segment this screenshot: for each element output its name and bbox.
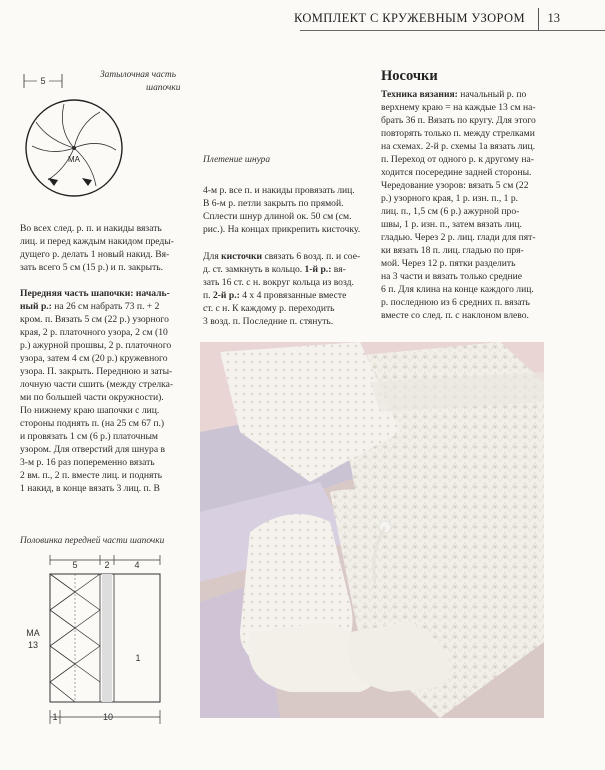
text-line: дущего р. делать 1 новый накид. Вя- — [20, 249, 170, 260]
text-line: зать всего 5 см (15 р.) и п. закрыть. — [20, 262, 164, 273]
text-line — [203, 250, 360, 263]
text-line: узора. П. закрыть. Переднюю и заты- — [20, 366, 173, 377]
text-line: ходится посередине задней стороны. — [381, 167, 532, 178]
text-line: р.) узорного края, 1 р. изн. п., 1 р. — [381, 193, 519, 204]
text-line: на схемах. 2-й р. схемы 1а вязать лиц. — [381, 141, 536, 152]
text-line: 6 п. Для клина на конце каждого лиц. — [381, 284, 534, 295]
text-line: края, 2 р. платочного узора, 2 см (10 — [20, 327, 168, 338]
text-line: мой. Через 12 р. пятки разделить — [381, 258, 516, 269]
text-line: узором. Для отверстий для шнура в — [20, 444, 166, 455]
front-part-heading: Передняя часть шапочки: началь- — [20, 288, 170, 299]
text-span: связать 6 возд. п. и сое- — [262, 251, 361, 262]
text-line: брать 36 п. Вязать по кругу. Для этого — [381, 115, 536, 126]
page-header — [0, 0, 605, 34]
header-divider — [538, 8, 539, 30]
text-span: Для — [203, 251, 222, 262]
text-line — [20, 300, 159, 313]
text-span: начальный р. по — [457, 89, 527, 100]
text-line — [203, 289, 346, 302]
text-line: верхнему краю = на каждые 13 см на- — [381, 102, 536, 113]
text-line: 4-м р. все п. и накиды провязать лиц. — [203, 185, 355, 196]
crown-diagram — [18, 68, 198, 198]
top-label-4: 4 — [134, 560, 140, 570]
socks-heading: Носочки — [381, 68, 438, 84]
text-line — [381, 88, 526, 101]
cord-caption: Плетение шнура — [203, 155, 271, 165]
left-label-ma: МА — [26, 628, 40, 638]
text-line: Сплести шнур длиной ок. 50 см (см. — [203, 211, 352, 222]
text-line: п. Переход от одного р. к другому на- — [381, 154, 534, 165]
text-line: р.) ажурной прошвы, 2 р. платочного — [20, 340, 172, 351]
text-line: ми по большей части окружности). — [20, 392, 164, 403]
crown-center-label: МА — [68, 155, 80, 164]
front-half-chart — [20, 552, 195, 732]
page-number: 13 — [547, 11, 560, 25]
bottom-label-1: 1 — [52, 712, 58, 722]
text-line: Чередование узоров: вязать 5 см (22 — [381, 180, 529, 191]
text-line: узора, затем 4 см (20 р.) кружевного — [20, 353, 168, 364]
tassel-term: кисточки — [221, 251, 263, 262]
text-line: 1 накид, в конце вязать 3 лиц. п. В — [20, 483, 160, 494]
crown-chart — [18, 68, 198, 198]
text-line: лиц. п., 1,5 см (6 р.) ажурной про- — [381, 206, 520, 217]
text-span: вя- — [331, 264, 346, 275]
front-half-caption: Половинка передней части шапочки — [20, 536, 165, 546]
knitted-set-photo — [200, 342, 544, 718]
header-title: КОМПЛЕКТ С КРУЖЕВНЫМ УЗОРОМ — [293, 11, 525, 25]
text-line: 3 возд. п. Последние п. стянуть. — [203, 316, 334, 327]
front-part-heading-end: ный р.: — [20, 301, 52, 312]
text-line: ки вязать 18 п. лиц. гладью по пря- — [381, 245, 524, 256]
row-1-term: 1-й р.: — [304, 264, 332, 275]
text-line: вместе со след. п. с наклоном влево. — [381, 310, 529, 321]
arrow-right-icon — [82, 178, 92, 186]
text-line: лочную части сшить (между стрелка- — [20, 379, 174, 390]
text-line: р. последнюю из 6 средних п. вязать — [381, 297, 530, 308]
text-line: ст. с н. К каждому р. переходить — [203, 303, 335, 314]
technique-term: Техника вязания: — [381, 89, 458, 100]
text-line: зать 16 ст. с н. вокруг кольца из возд. — [203, 277, 354, 288]
crown-box-label: 5 — [40, 76, 46, 86]
header-rule — [300, 30, 605, 31]
text-span: на 26 см набрать 73 п. + 2 — [51, 301, 160, 312]
text-line: По нижнему краю шапочки с лиц. — [20, 405, 160, 416]
text-line: Во всех след. р. п. и накиды вязать — [20, 223, 162, 234]
text-line: стороны поднять п. (на 25 см 67 п.) — [20, 418, 165, 429]
text-span: д. ст. замкнуть в кольцо. — [203, 264, 305, 275]
text-line: кром. п. Вязать 5 см (22 р.) узорного — [20, 314, 169, 325]
text-span: п. — [203, 290, 213, 301]
row-2-term: 2-й р.: — [212, 290, 240, 301]
text-line — [203, 263, 346, 276]
text-line: швы, 1 р. изн. п., затем вязать лиц. — [381, 219, 522, 230]
text-line: гладью. Через 2 р. лиц. глади для пят- — [381, 232, 536, 243]
text-line: повторять только п. между стрелками — [381, 128, 535, 139]
text-line: 3-м р. 16 раз попеременно вязать — [20, 457, 155, 468]
text-line: на 3 части и вязать только средние — [381, 271, 523, 282]
text-line: и провязать 1 см (6 р.) платочным — [20, 431, 158, 442]
text-line: лиц. и перед каждым накидом преды- — [20, 236, 174, 247]
crown-caption-line2: шапочки — [146, 83, 181, 93]
left-label-13: 13 — [27, 640, 39, 650]
text-line: рис.). На концах прикрепить кисточку. — [203, 224, 361, 235]
arrow-left-icon — [48, 178, 58, 186]
middle-label-1: 1 — [135, 653, 141, 663]
text-line: В 6-м р. петли закрыть по прямой. — [203, 198, 344, 209]
photo-illustration — [200, 342, 544, 718]
top-label-2: 2 — [104, 560, 110, 570]
text-span: 4 x 4 провязанные вместе — [239, 290, 347, 301]
text-line: 2 вм. п., 2 п. вместе лиц. и поднять — [20, 470, 162, 481]
bottom-label-10: 10 — [102, 712, 114, 722]
crown-caption-line1: Затылочная часть — [100, 70, 176, 80]
top-label-5: 5 — [72, 560, 78, 570]
